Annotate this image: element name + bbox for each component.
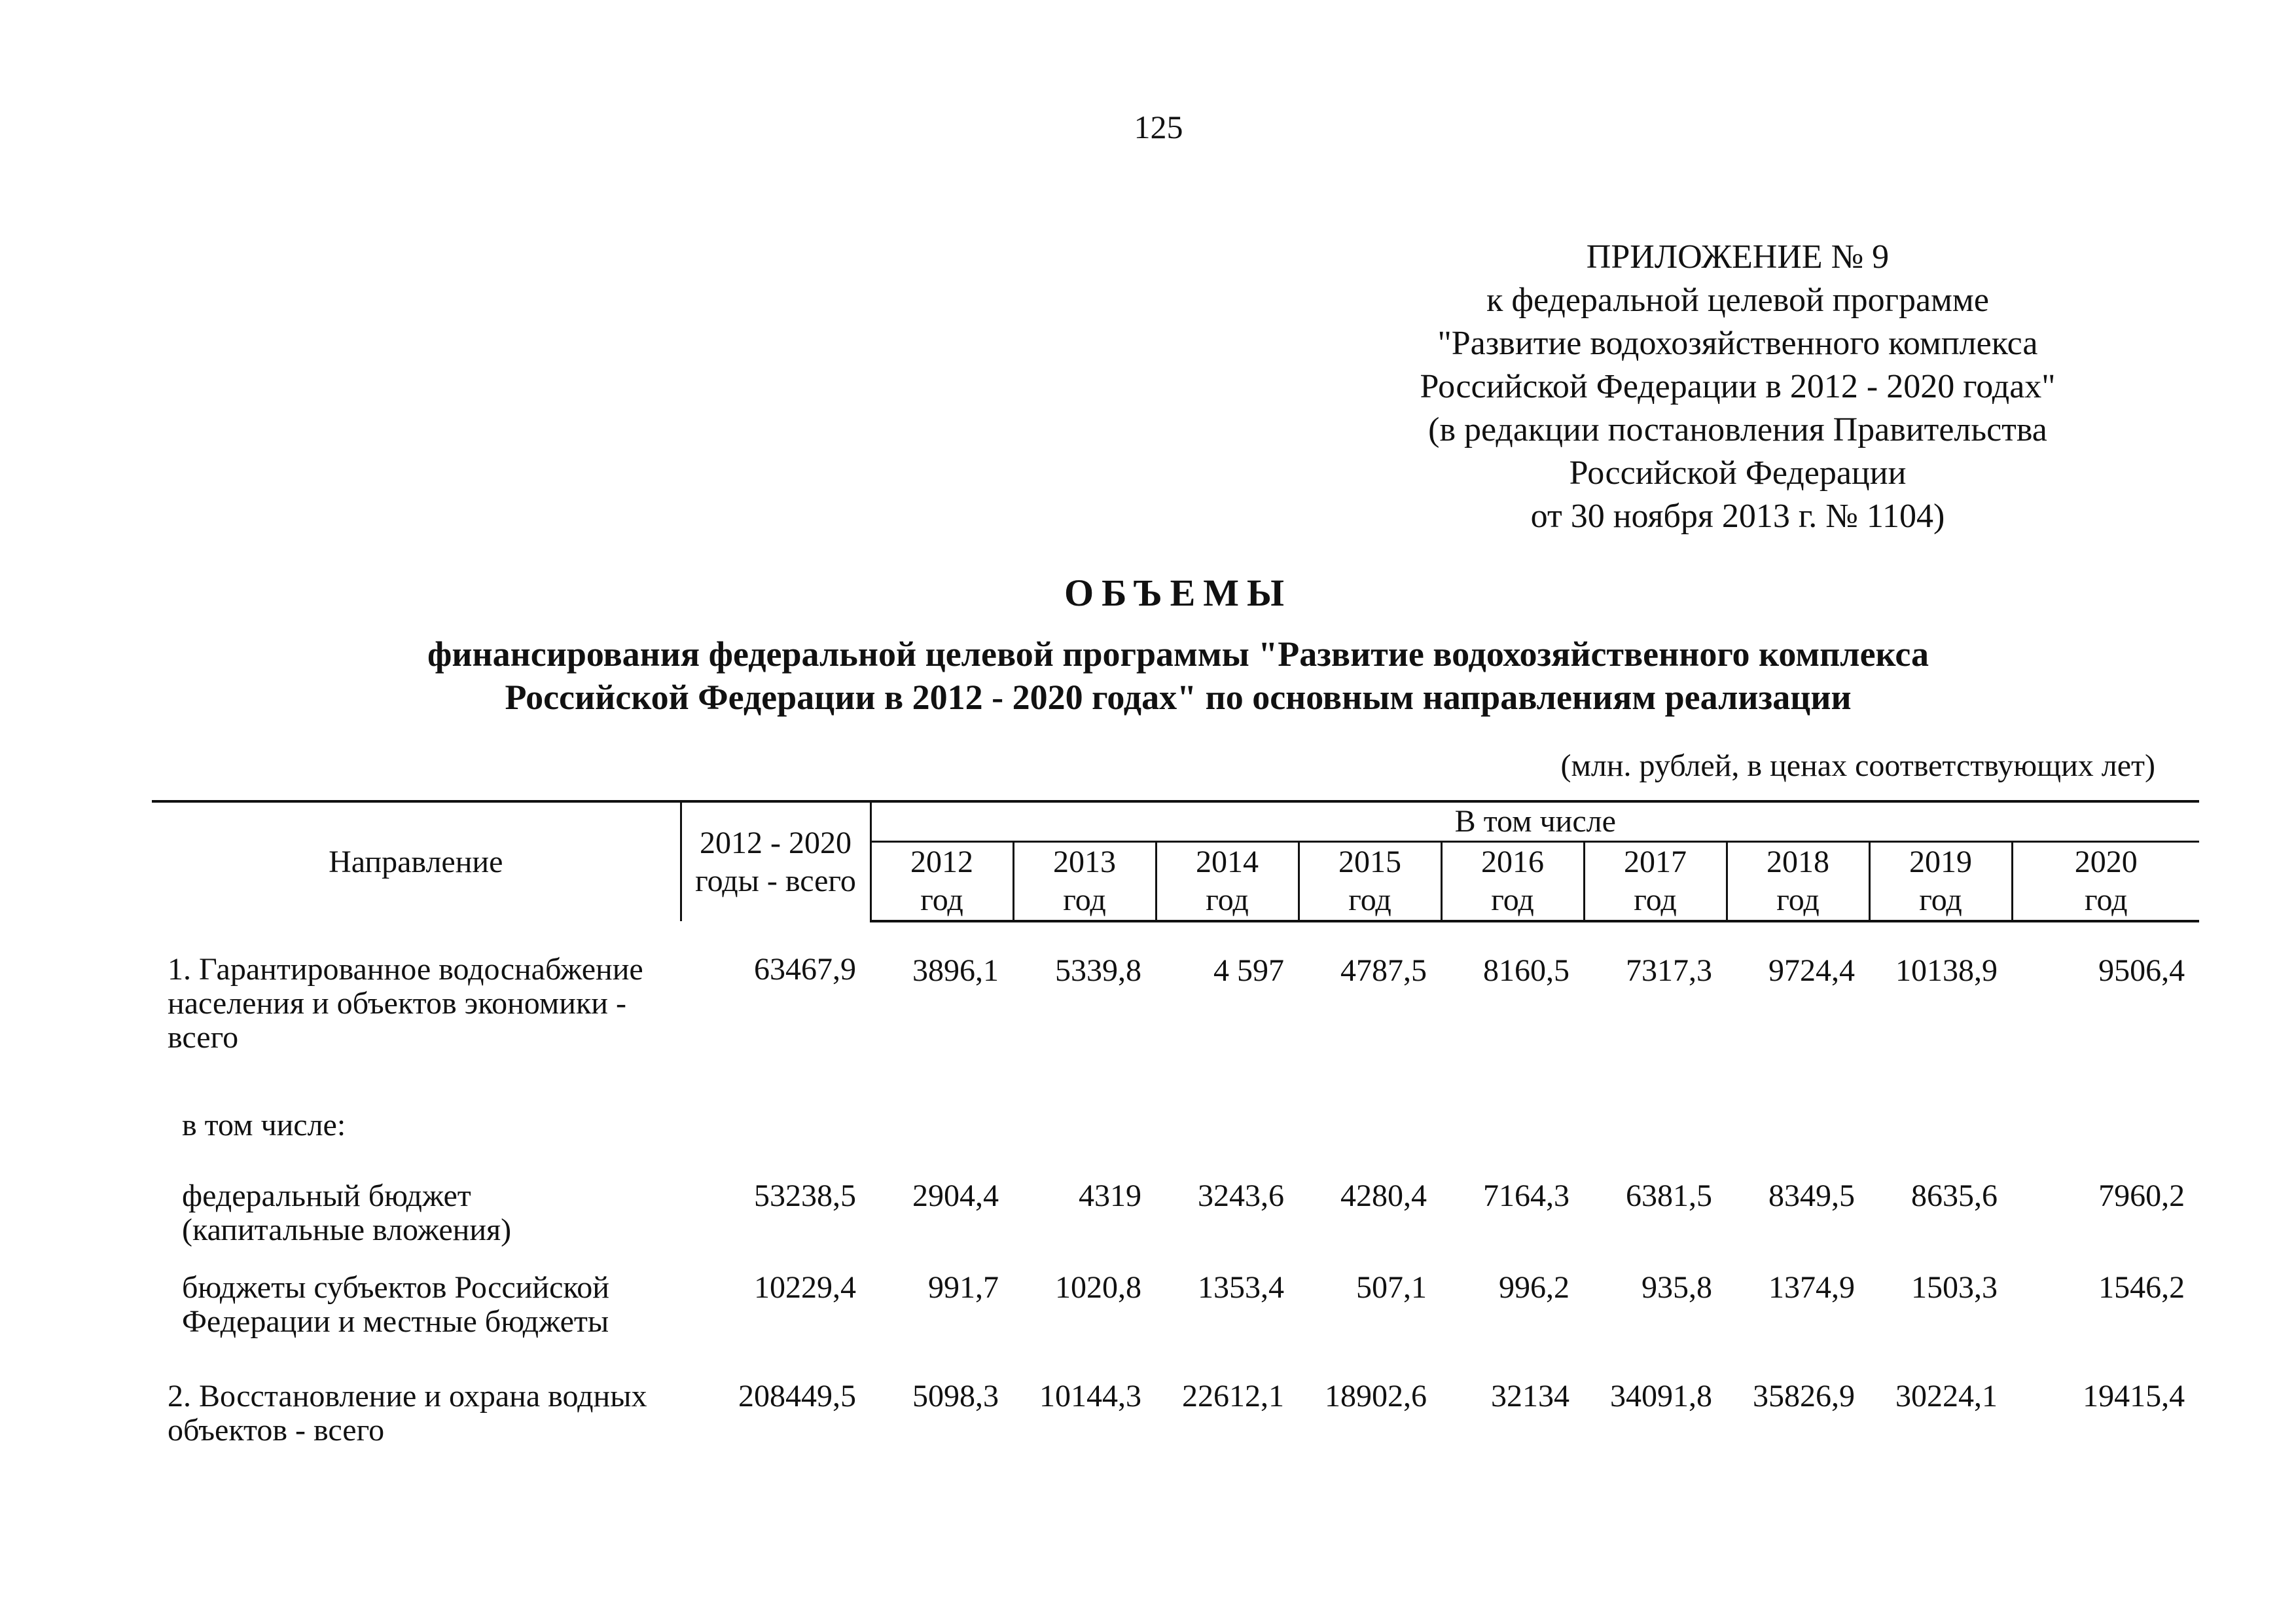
appendix-line: ПРИЛОЖЕНИЕ № 9 — [1586, 238, 1890, 276]
year-value-cell: 1374,9 — [1768, 1270, 1855, 1305]
year-suffix: год — [1634, 883, 1677, 917]
year-value-cell: 1546,2 — [2098, 1270, 2185, 1305]
year-value-cell: 10138,9 — [1895, 953, 1998, 988]
appendix-header — [1361, 236, 2114, 538]
row-label-line: объектов - всего — [168, 1413, 385, 1448]
total-value-cell: 10229,4 — [754, 1270, 856, 1305]
year-label: 2013 — [1053, 845, 1116, 879]
year-value-cell: 7164,3 — [1483, 1178, 1570, 1213]
year-value-cell: 4319 — [1079, 1178, 1141, 1213]
row-label — [152, 1247, 681, 1339]
column-header-year — [1727, 842, 1869, 922]
year-value-cell: 6381,5 — [1626, 1178, 1712, 1213]
year-value-cell: 18902,6 — [1325, 1379, 1427, 1413]
row-label-line: федеральный бюджет — [182, 1178, 471, 1213]
total-header-line: годы - всего — [695, 863, 856, 898]
year-value-cell: 996,2 — [1499, 1270, 1570, 1305]
column-group-header: В том числе — [870, 801, 2199, 842]
document-subtitle — [327, 632, 2029, 719]
year-value-cell: 7317,3 — [1626, 953, 1712, 988]
row-label-line: населения и объектов экономики - — [168, 986, 626, 1021]
year-value-cell: 2904,4 — [912, 1178, 999, 1213]
page-number: 125 — [1134, 109, 1183, 145]
total-header-line: 2012 - 2020 — [700, 825, 852, 860]
column-header-year — [870, 842, 1013, 922]
column-header-total — [681, 801, 870, 921]
year-label: 2012 — [910, 845, 973, 879]
year-suffix: год — [1776, 883, 1820, 917]
financing-table — [152, 800, 2199, 1448]
year-value-cell — [870, 1056, 1013, 1142]
column-header-direction: Направление — [152, 801, 681, 921]
column-header-year — [1156, 842, 1299, 922]
year-value-cell — [1441, 1056, 1584, 1142]
table-row — [152, 921, 2199, 1056]
row-label-line: в том числе: — [182, 1108, 346, 1142]
year-value-cell: 935,8 — [1641, 1270, 1712, 1305]
year-value-cell: 9506,4 — [2098, 953, 2185, 988]
total-value-cell: 208449,5 — [738, 1379, 856, 1413]
table-row — [152, 1142, 2199, 1247]
appendix-line: Российской Федерации — [1569, 454, 1907, 492]
appendix-line: "Развитие водохозяйственного комплекса — [1437, 325, 2038, 362]
column-header-year — [2012, 842, 2199, 922]
appendix-line: от 30 ноября 2013 г. № 1104) — [1530, 498, 1945, 535]
year-value-cell: 7960,2 — [2098, 1178, 2185, 1213]
year-value-cell: 35826,9 — [1753, 1379, 1855, 1413]
year-value-cell — [1299, 1056, 1441, 1142]
column-header-year — [1441, 842, 1584, 922]
year-label: 2020 — [2074, 845, 2138, 879]
table-row — [152, 1247, 2199, 1339]
year-value-cell — [1156, 1056, 1299, 1142]
year-suffix: год — [920, 883, 963, 917]
year-value-cell: 32134 — [1491, 1379, 1570, 1413]
appendix-line: Российской Федерации в 2012 - 2020 годах" — [1420, 368, 2056, 405]
subtitle-line: Российской Федерации в 2012 - 2020 годах" по основным направлениям реализации — [505, 678, 1852, 717]
year-value-cell: 8635,6 — [1911, 1178, 1998, 1213]
year-value-cell: 4 597 — [1213, 953, 1284, 988]
table-row — [152, 1056, 2199, 1142]
column-header-year — [1013, 842, 1156, 922]
year-value-cell: 8160,5 — [1483, 953, 1570, 988]
year-value-cell: 5098,3 — [912, 1379, 999, 1413]
document-title: ОБЪЕМЫ — [1064, 572, 1292, 614]
year-value-cell: 22612,1 — [1182, 1379, 1284, 1413]
column-header-year — [1584, 842, 1727, 922]
total-value-cell: 63467,9 — [754, 952, 856, 987]
year-value-cell — [1584, 1056, 1727, 1142]
year-value-cell: 9724,4 — [1768, 953, 1855, 988]
year-value-cell: 1503,3 — [1911, 1270, 1998, 1305]
year-label: 2014 — [1196, 845, 1259, 879]
year-value-cell: 5339,8 — [1055, 953, 1141, 988]
year-suffix: год — [1063, 883, 1106, 917]
row-label-line: 2. Восстановление и охрана водных — [168, 1379, 647, 1413]
year-value-cell: 19415,4 — [2083, 1379, 2185, 1413]
row-label-line: Федерации и местные бюджеты — [182, 1304, 609, 1339]
year-label: 2017 — [1624, 845, 1687, 879]
row-label-line: 1. Гарантированное водоснабжение — [168, 952, 643, 987]
year-value-cell: 10144,3 — [1039, 1379, 1141, 1413]
year-label: 2018 — [1767, 845, 1829, 879]
year-label: 2019 — [1909, 845, 1972, 879]
year-value-cell: 1020,8 — [1055, 1270, 1141, 1305]
row-label — [152, 921, 681, 1056]
year-label: 2015 — [1338, 845, 1401, 879]
year-value-cell: 4787,5 — [1340, 953, 1427, 988]
units-note: (млн. рублей, в ценах соответствующих лет) — [1560, 748, 2155, 783]
year-suffix: год — [1206, 883, 1249, 917]
row-label — [152, 1056, 681, 1142]
year-value-cell: 4280,4 — [1340, 1178, 1427, 1213]
year-value-cell: 30224,1 — [1895, 1379, 1998, 1413]
year-value-cell — [2012, 1056, 2199, 1142]
row-label — [152, 1142, 681, 1247]
row-label-line: бюджеты субъектов Российской — [182, 1270, 609, 1305]
table-row — [152, 1339, 2199, 1448]
year-value-cell: 3896,1 — [912, 953, 999, 988]
column-header-year — [1299, 842, 1441, 922]
year-suffix: год — [1348, 883, 1391, 917]
year-value-cell: 8349,5 — [1768, 1178, 1855, 1213]
year-suffix: год — [1919, 883, 1962, 917]
year-value-cell: 991,7 — [928, 1270, 999, 1305]
appendix-line: (в редакции постановления Правительства — [1428, 411, 2047, 448]
year-value-cell — [1727, 1056, 1869, 1142]
year-suffix: год — [2085, 883, 2128, 917]
year-value-cell: 1353,4 — [1198, 1270, 1284, 1305]
total-value-cell: 53238,5 — [754, 1178, 856, 1213]
year-value-cell: 3243,6 — [1198, 1178, 1284, 1213]
year-value-cell: 507,1 — [1356, 1270, 1427, 1305]
year-suffix: год — [1491, 883, 1534, 917]
year-label: 2016 — [1481, 845, 1544, 879]
column-header-year — [1869, 842, 2012, 922]
row-label-line: всего — [168, 1020, 239, 1055]
year-value-cell — [1013, 1056, 1156, 1142]
total-value-cell — [681, 1056, 870, 1142]
row-label — [152, 1339, 681, 1448]
year-value-cell: 34091,8 — [1610, 1379, 1712, 1413]
year-value-cell — [1869, 1056, 2012, 1142]
subtitle-line: финансирования федеральной целевой программы "Развитие водохозяйственного комплекса — [427, 634, 1929, 674]
appendix-line: к федеральной целевой программе — [1486, 282, 1989, 319]
row-label-line: (капитальные вложения) — [182, 1213, 512, 1247]
